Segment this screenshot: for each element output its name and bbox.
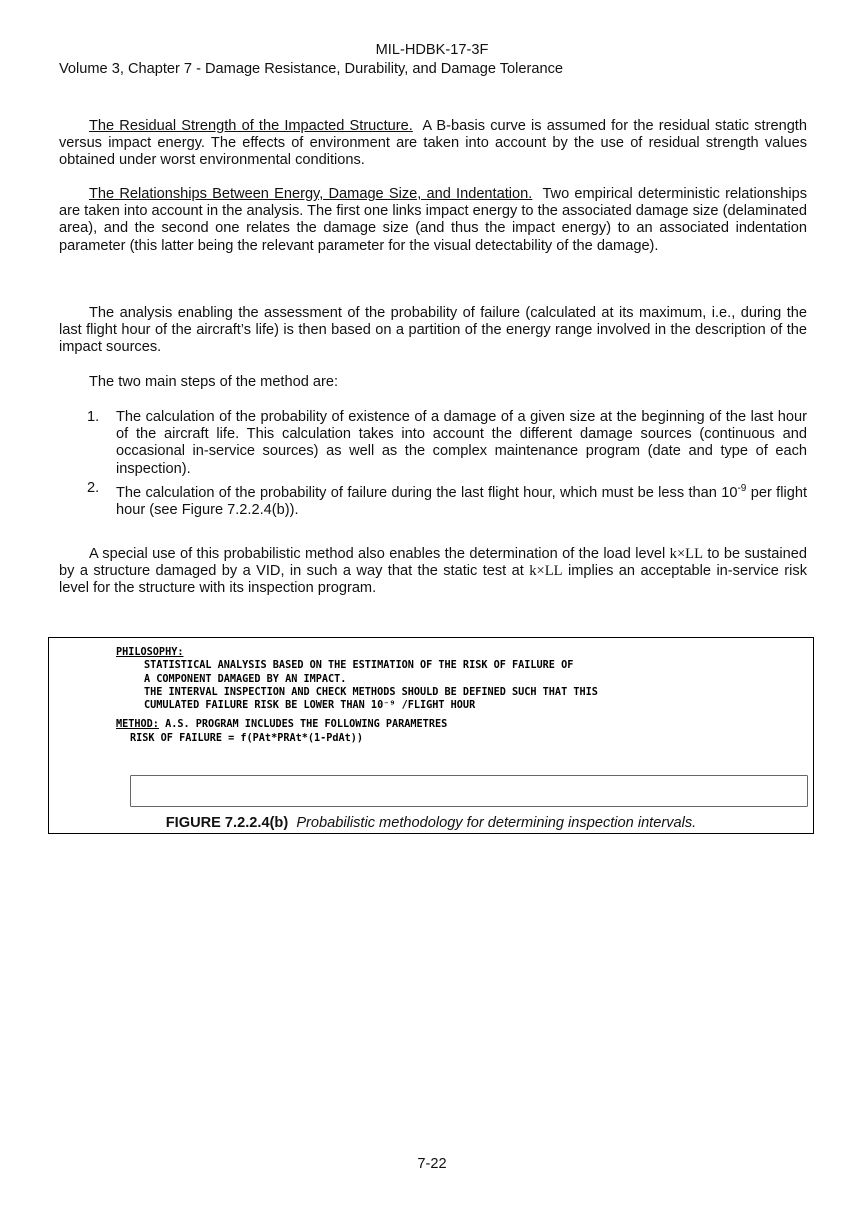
figure-philosophy: [116, 646, 836, 745]
risk-line: RISK OF FAILURE = f(PAt*PRAt*(1-PdAt)): [130, 732, 364, 744]
list-item: [59, 480, 807, 519]
paragraph-analysis: The analysis enabling the assessment of the probability of failure (calculated at its maximum, i.e., during the last flight hour of the aircraft’s life) is then based on a partition of the energy range involved in the description of the impact sources.: [59, 305, 807, 356]
paragraph-text: implies an acceptable in-service risk level for the structure with its inspection program.: [59, 563, 807, 597]
kll-symbol: k×LL: [529, 563, 563, 580]
list-text: per flight hour (see Figure 7.2.2.4(b)).: [116, 484, 807, 518]
document-id: MIL-HDBK-17-3F: [375, 42, 489, 58]
philosophy-line: THE INTERVAL INSPECTION AND CHECK METHODS SHOULD BE DEFINED SUCH THAT THIS: [144, 686, 598, 698]
document-subtitle: Volume 3, Chapter 7 - Damage Resistance, Durability, and Damage Tolerance: [59, 61, 564, 77]
method-line: [116, 718, 836, 731]
list-number: 1.: [87, 409, 100, 425]
superscript: -9: [737, 482, 747, 494]
list-text: The calculation of the probability of existence of a damage of a given size at the beginning of the last hour of the aircraft life. This calculation takes into account the different damage sources (continuous and occasional in-service sources) as well as the complex maintenance program (date and type of each inspection).: [116, 409, 807, 477]
method-heading: METHOD:: [116, 719, 159, 731]
body-text-5: [59, 546, 807, 598]
page-header: [0, 41, 864, 77]
philosophy-line: A COMPONENT DAMAGED BY AN IMPACT.: [144, 673, 347, 685]
list-text: The calculation of the probability of failure during the last flight hour, which must be less than 10: [116, 484, 738, 501]
heading-relationships: The Relationships Between Energy, Damage Size, and Indentation.: [89, 186, 533, 202]
kll-symbol: k×LL: [669, 546, 704, 562]
caption: [48, 815, 814, 831]
list-number: 2.: [87, 479, 100, 496]
paragraph-relationships: [59, 186, 807, 255]
paragraph-special-use: [59, 546, 807, 598]
philosophy-line: STATISTICAL ANALYSIS BASED ON THE ESTIMATION OF THE RISK OF FAILURE OF: [144, 660, 574, 672]
philosophy-line: CUMULATED FAILURE RISK BE LOWER THAN 10⁻⁹ /FLIGHT HOUR: [144, 700, 476, 712]
page-number: 7-22: [417, 1156, 447, 1172]
paragraph-text: Two empirical deterministic relationships are taken into account in the analysis. The first one links impact energy to the associated damage size (delaminated area), and the second one relates the damage size (and thus the impact energy) to an associated indentation parameter (this latter being the relevant parameter for the visual detectability of the damage).: [59, 186, 807, 254]
figure-table-wrap: [131, 776, 807, 806]
paragraph-text: A B-basis curve is assumed for the residual static strength versus impact energy. The effects of environment are taken into account by the use of residual strength values obtained under worst environmental conditions.: [59, 118, 807, 169]
philosophy-heading: PHILOSOPHY:: [116, 647, 184, 658]
caption-text: Probabilistic methodology for determining inspection intervals.: [296, 815, 697, 831]
steps-list: [59, 409, 807, 521]
method-text: A.S. PROGRAM INCLUDES THE FOLLOWING PARAMETRES: [165, 719, 448, 731]
paragraph-text: to be sustained by a structure damaged by a VID, in such a way that the static test at: [59, 546, 807, 580]
list-item: [59, 409, 807, 478]
body-text-2: [59, 186, 807, 255]
paragraph-two-steps: The two main steps of the method are:: [89, 374, 339, 390]
body-text-4: [59, 374, 807, 391]
caption-label: FIGURE 7.2.2.4(b): [165, 815, 289, 831]
body-text-3: [59, 305, 807, 357]
paragraph-residual-strength: [59, 118, 807, 170]
heading-residual-strength: The Residual Strength of the Impacted Structure.: [89, 118, 413, 134]
paragraph-text: A special use of this probabilistic method also enables the determination of the load level: [89, 546, 670, 562]
body-text: [59, 118, 807, 170]
